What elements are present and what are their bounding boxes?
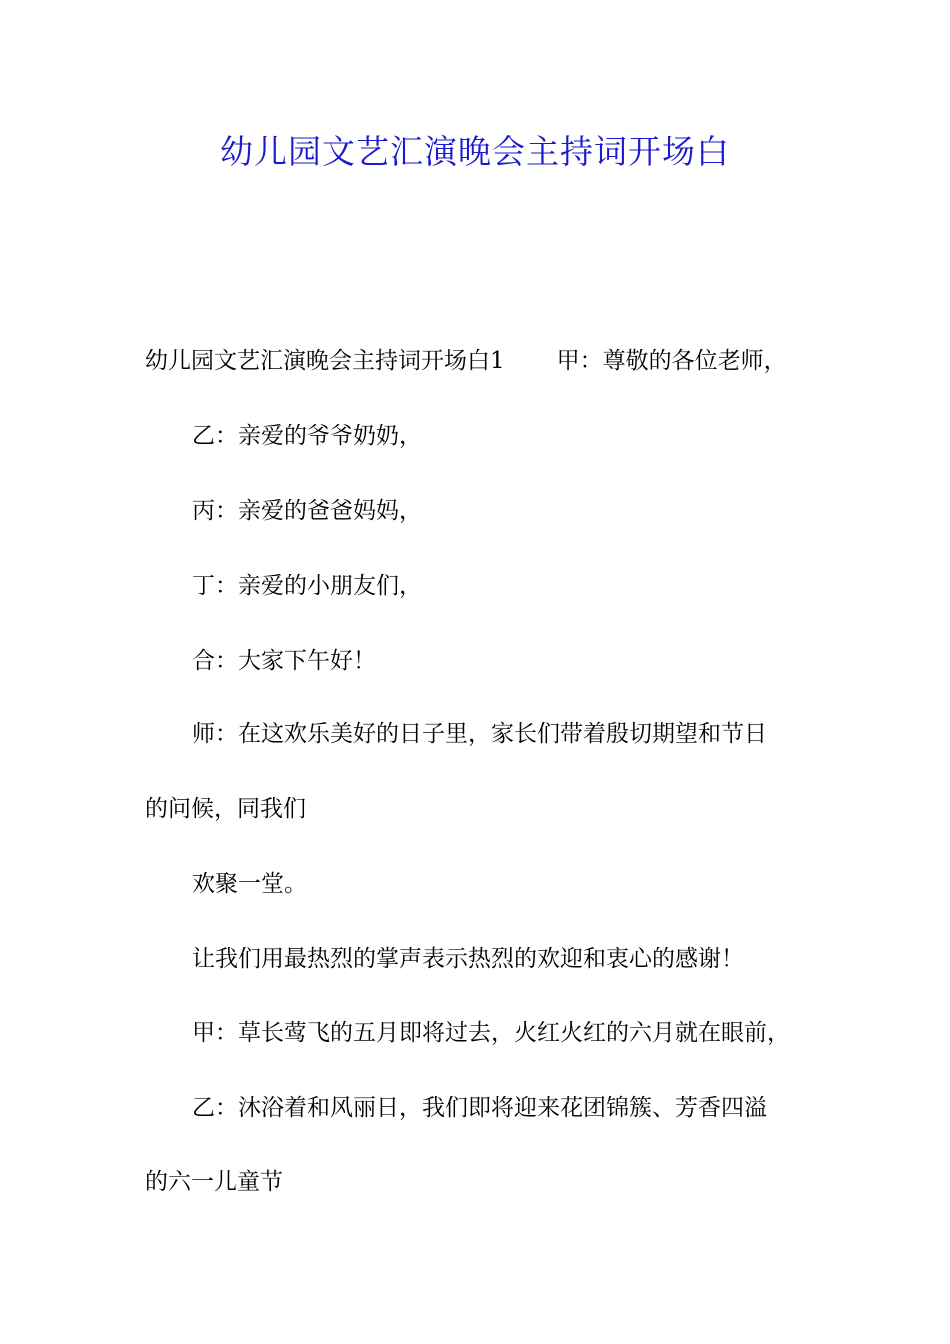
paragraph-line: 甲：草长莺飞的五月即将过去，火红火红的六月就在眼前，: [192, 1020, 790, 1046]
paragraph-line: 欢聚一堂。: [192, 871, 307, 897]
paragraph-line: 让我们用最热烈的掌声表示热烈的欢迎和衷心的感谢！: [192, 946, 744, 972]
paragraph-line: 丙：亲爱的爸爸妈妈，: [192, 498, 422, 524]
paragraph-line: 的六一儿童节: [145, 1169, 283, 1195]
paragraph-line: 乙：亲爱的爷爷奶奶，: [192, 423, 422, 449]
paragraph-line: 合：大家下午好！: [192, 648, 376, 674]
paragraph-line: 师：在这欢乐美好的日子里，家长们带着殷切期望和节日: [192, 721, 767, 747]
section-heading: 幼儿园文艺汇演晚会主持词开场白1: [145, 348, 505, 374]
paragraph-line: 乙：沐浴着和风丽日，我们即将迎来花团锦簇、芳香四溢: [192, 1095, 767, 1121]
document-title: 幼儿园文艺汇演晚会主持词开场白: [220, 132, 730, 171]
paragraph-line: 的问候，同我们: [145, 796, 306, 822]
paragraph-line: 丁：亲爱的小朋友们，: [192, 573, 422, 599]
dialogue-text: 甲：尊敬的各位老师，: [556, 348, 787, 374]
paragraph-line: [145, 344, 787, 378]
